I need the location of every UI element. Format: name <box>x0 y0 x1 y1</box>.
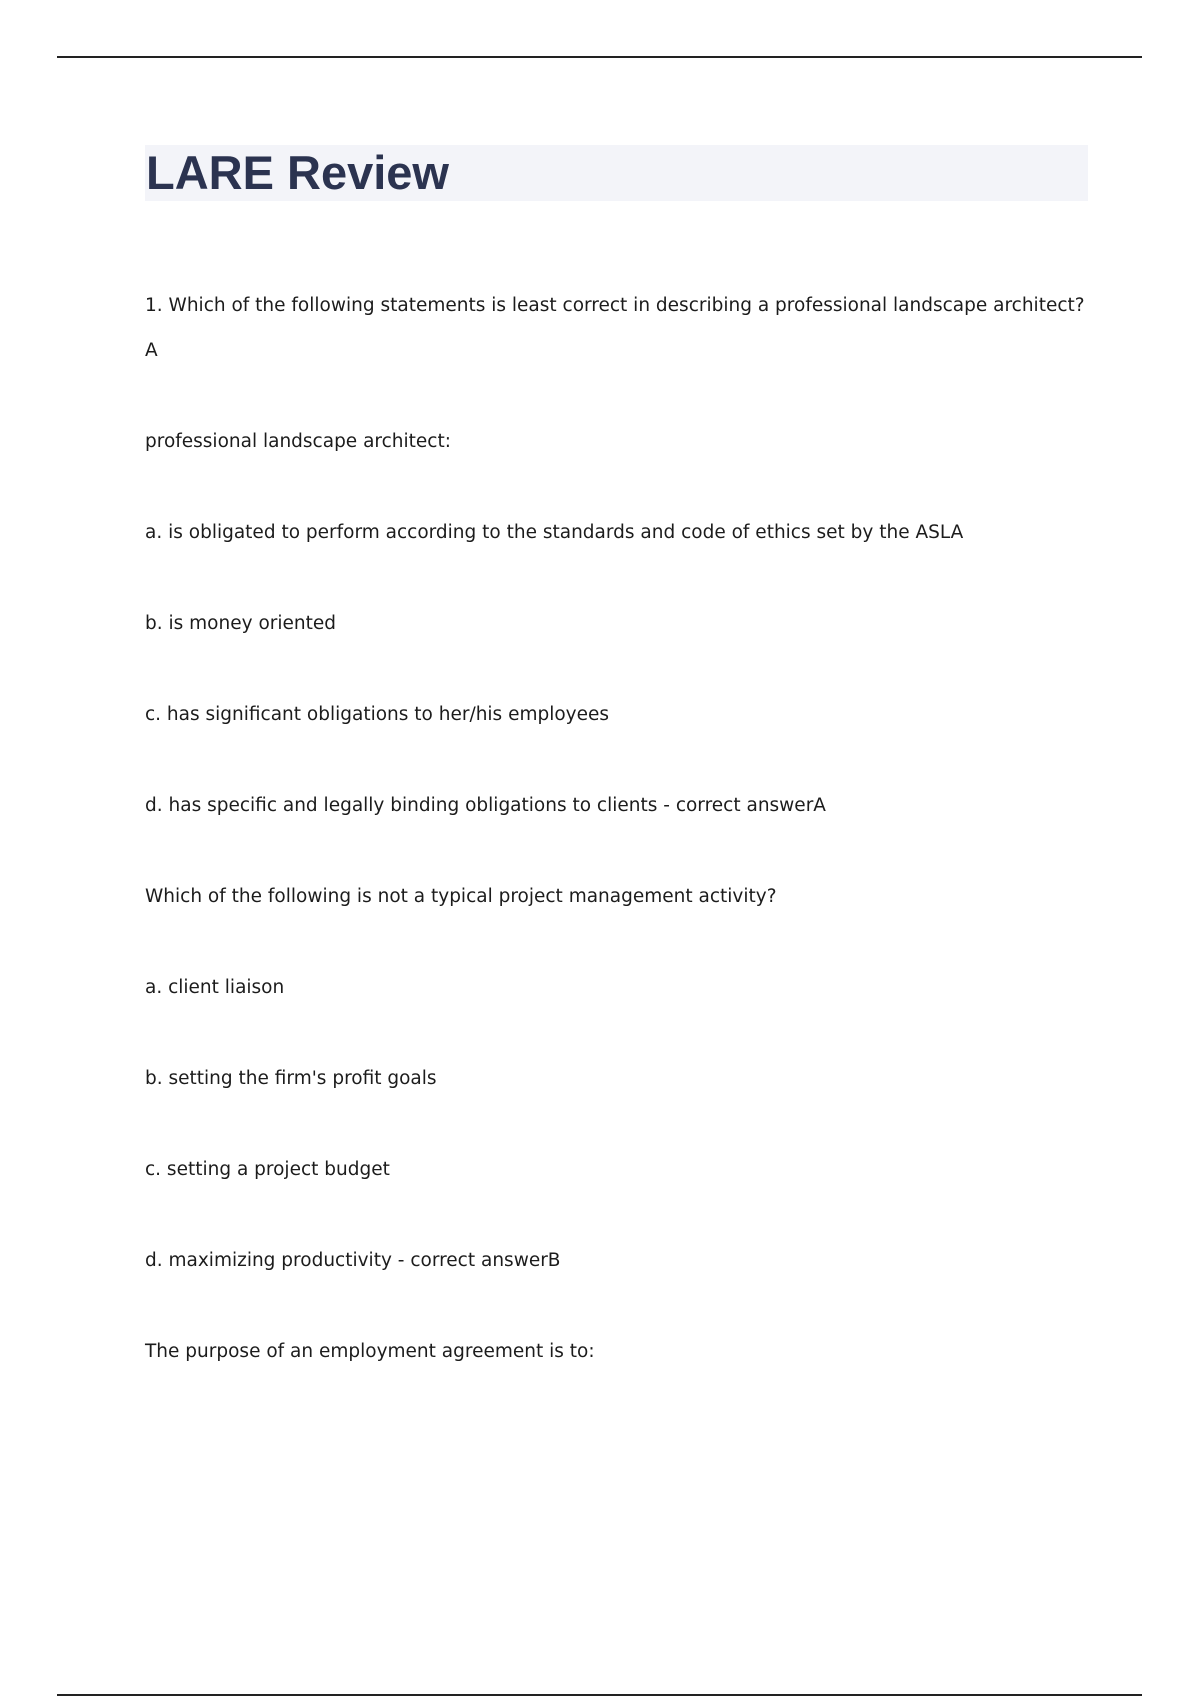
question-2-option-b: b. setting the firm's profit goals <box>145 1068 437 1089</box>
footer-rule <box>57 1694 1142 1696</box>
header-rule <box>57 56 1142 58</box>
question-2-option-a: a. client liaison <box>145 977 285 998</box>
question-2-option-d: d. maximizing productivity - correct answerB <box>145 1250 561 1271</box>
question-1-option-c: c. has significant obligations to her/his employees <box>145 704 610 725</box>
question-1-text: 1. Which of the following statements is least correct in describing a professional landscape architect? <box>145 295 1085 316</box>
question-2-text: Which of the following is not a typical project management activity? <box>145 886 777 907</box>
page-title: LARE Review <box>146 146 449 199</box>
question-3-text: The purpose of an employment agreement is to: <box>145 1341 595 1362</box>
question-1-label: A <box>145 340 158 361</box>
question-1-option-b: b. is money oriented <box>145 613 336 634</box>
question-1-option-d: d. has specific and legally binding obligations to clients - correct answerA <box>145 795 826 816</box>
question-2-option-c: c. setting a project budget <box>145 1159 390 1180</box>
question-1-stem: professional landscape architect: <box>145 431 451 452</box>
question-1-option-a: a. is obligated to perform according to the standards and code of ethics set by the ASLA <box>145 522 964 543</box>
